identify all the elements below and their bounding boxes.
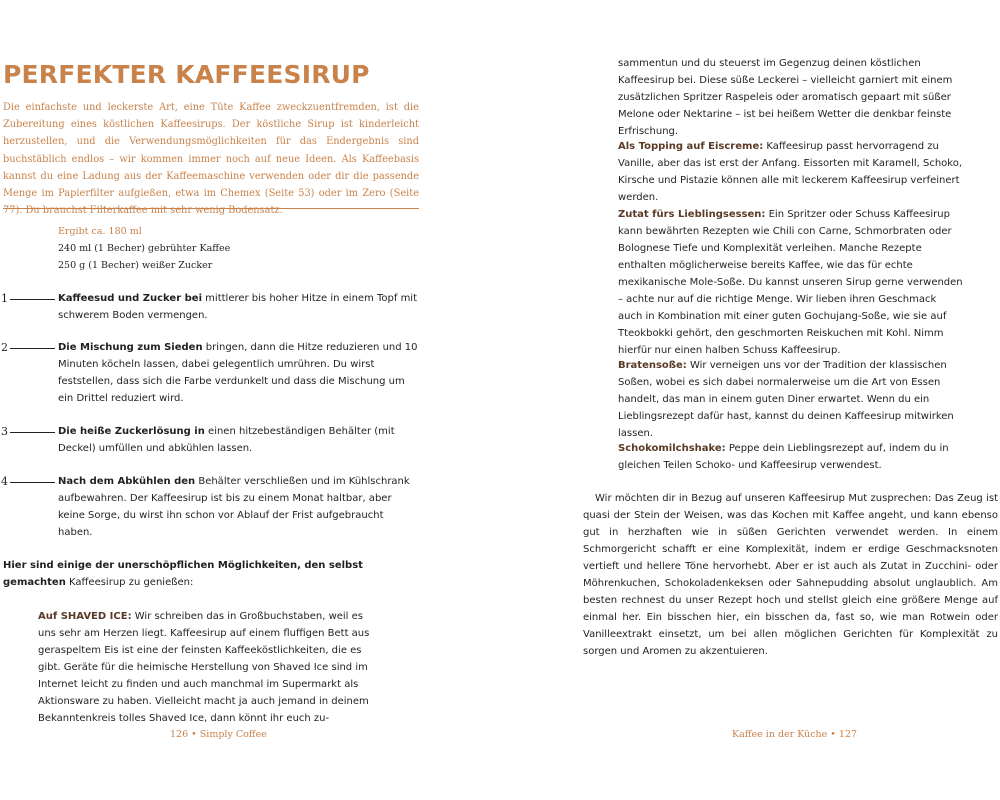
yield-text: Ergibt ca. 180 ml (58, 226, 142, 237)
tip-body: Kaffeesirup passt hervorragend zu Vanille, aber das ist erst der Anfang. Eissorten mit Karamell, Schoko, Kirsche und Pistazie können alle mit leckerem Kaffeesirup verfeinert werden. (618, 141, 963, 203)
tip-body: Wir schreiben das in Großbuchstaben, weil es uns sehr am Herzen liegt. Kaffeesirup auf einem fluffigen Bett aus geraspeltem Eis ist eine der feinsten Kaffeeköstlichkeiten, die es gibt. Geräte für die heimische Herstellung von Shaved Ice sind im Internet leicht zu finden und auch manchmal im Supermarkt als Aktionsware zu haben. Vielleicht macht ja auch jemand in deinem Bekanntenkreis tolles Shaved Ice, dann könnt ihr euch zu- (38, 611, 370, 724)
step-number: 2 (1, 341, 8, 354)
ingredient-item: 240 ml (1 Becher) gebrühter Kaffee (58, 243, 231, 254)
tip-title: Auf SHAVED ICE: (38, 611, 132, 622)
step-number: 3 (1, 425, 8, 438)
step-leader-line (10, 299, 55, 300)
step-leader-line (10, 432, 55, 433)
tip-body: Wir verneigen uns vor der Tradition der klassischen Soßen, wobei es sich dabei normalerweise um die Art von Essen handelt, das man in einem guten Diner erwartet. Wenn du ein Lieblingsrezept dafür hast, kannst du deinen Kaffeesirup mitwirken lassen. (618, 360, 954, 439)
step-text (58, 423, 418, 457)
recipe-title: PERFEKTER KAFFEESIRUP (3, 60, 370, 89)
step-text (58, 473, 418, 541)
ideas-lead (3, 557, 419, 591)
step-body: einen hitzebeständigen Behälter (mit Deckel) umfüllen und abkühlen lassen. (58, 426, 395, 454)
tip-favorite-food (618, 206, 963, 359)
tip-title: Als Topping auf Eiscreme: (618, 141, 764, 152)
step-text (58, 290, 418, 324)
ingredients-block (58, 223, 230, 274)
right-page (500, 0, 1000, 800)
page-folio: 126 • Simply Coffee (170, 729, 267, 740)
closing-paragraph: Wir möchten dir in Bezug auf unseren Kaffeesirup Mut zusprechen: Das Zeug ist quasi der Stein der Weisen, was das Kochen mit Kaffee angeht, und kann ebenso gut in herzhaften wie in süßen Gerichten verwendet werden. In einem Schmorgericht schafft er eine Komplexität, indem er erdige Geschmacksnoten vertieft und hellere Töne hervorhebt. Aber er ist auch als Zutat in Zucchini- oder Möhrenkuchen, Schokoladenkeksen oder Sahnepudding absolut unglaublich. Am besten rechnest du unser Rezept hoch und stellst gleich eine größere Menge auf einmal her. Ein bisschen hier, ein bisschen da, fast so, wie man Rotwein oder Vanilleextrakt einsetzt, um bei allen möglichen Gerichten für Komplexität zu sorgen und Aromen zu akzentuieren. (583, 493, 998, 657)
step-lead: Kaffeesud und Zucker bei (58, 293, 202, 304)
divider-rule (3, 208, 419, 209)
step-lead: Nach dem Abkühlen den (58, 476, 196, 487)
tip-body: Peppe dein Lieblingsrezept auf, indem du in gleichen Teilen Schoko- und Kaffeesirup verwendest. (618, 443, 949, 471)
step-body: bringen, dann die Hitze reduzieren und 10 Minuten köcheln lassen, dabei gelegentlich umrühren. Du wirst feststellen, dass sich die Farbe verdunkelt und dass die Mischung um ein Drittel reduziert wird. (58, 342, 418, 404)
tip-shaved-ice (38, 608, 383, 727)
step-lead: Die heiße Zuckerlösung in (58, 426, 205, 437)
page-folio: Kaffee in der Küche • 127 (732, 729, 858, 740)
step-leader-line (10, 348, 55, 349)
tip-title: Zutat fürs Lieblingsessen: (618, 209, 766, 220)
ingredient-item: 250 g (1 Becher) weißer Zucker (58, 260, 213, 271)
tip-title: Schokomilchshake: (618, 443, 726, 454)
tip-gravy (618, 357, 963, 442)
step-lead: Die Mischung zum Sieden (58, 342, 203, 353)
tip-milkshake (618, 440, 963, 474)
ideas-lead-text: Kaffeesirup zu genießen: (65, 577, 194, 588)
step-leader-line (10, 482, 55, 483)
step-text (58, 339, 418, 407)
step-number: 4 (1, 475, 8, 488)
intro-paragraph: Die einfachste und leckerste Art, eine Tüte Kaffee zweckzuentfremden, ist die Zubereitung eines köstlichen Kaffeesirups. Der köstliche Sirup ist kinderleicht herzustellen, und die Verwendungsmöglichkeiten für das Endergebnis sind buchstäblich endlos – wir kommen immer noch auf neue Ideen. Als Kaffeebasis kannst du eine Ladung aus der Kaffeemaschine verwenden oder dir die passende Menge im Papierfilter aufgießen, etwa im Chemex (Seite 53) oder im Zero (Seite 77). Du brauchst Filterkaffee mit sehr wenig Bodensatz. (3, 102, 419, 217)
tip-body: Ein Spritzer oder Schuss Kaffeesirup kann bewährten Rezepten wie Chili con Carne, Schmorbraten oder Bolognese Tiefe und Komplexität verleihen. Manche Rezepte enthalten möglicherweise bereits Kaffee, wie das für echte mexikanische Mole-Soße. Du kannst unseren Sirup gerne verwenden – achte nur auf die richtige Menge. Wir lieben ihren Geschmack auch in Kombination mit einer guten Gochujang-Soße, wie sie auf Tteokbokki gehört, den geschmorten Reiskuchen mit Kohl. Nimm hierfür nur einen halben Schuss Kaffeesirup. (618, 209, 963, 356)
step-number: 1 (1, 292, 8, 305)
step-body: Behälter verschließen und im Kühlschrank aufbewahren. Der Kaffeesirup ist bis zu einem Monat haltbar, aber keine Sorge, du wirst ihn schon vor Ablauf der Frist aufgebraucht haben. (58, 476, 410, 538)
tip-continuation: sammentun und du steuerst im Gegenzug deinen köstlichen Kaffeesirup bei. Diese süße Leckerei – vielleicht garniert mit einem zusätzlichen Spritzer Raspeleis oder aromatisch gepaart mit süßer Melone oder Nektarine – ist bei heißem Wetter die denkbar feinste Erfrischung. (618, 58, 953, 137)
tip-icecream (618, 138, 963, 206)
ideas-lead-bold: Hier sind einige der unerschöpflichen Möglichkeiten, den selbst gemachten (3, 560, 363, 588)
tip-title: Bratensoße: (618, 360, 687, 371)
step-body: mittlerer bis hoher Hitze in einem Topf mit schwerem Boden vermengen. (58, 293, 418, 321)
